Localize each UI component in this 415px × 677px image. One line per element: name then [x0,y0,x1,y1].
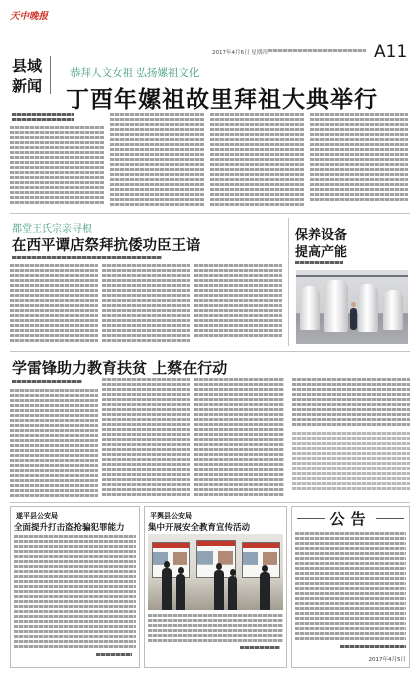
story-divider [10,351,410,352]
pingyu-story-kicker: 平舆县公安局 [150,512,192,520]
pingyu-story-signature [240,646,280,650]
person-figure [214,570,224,610]
section-divider [50,56,51,94]
lead-story-body-column [110,113,204,206]
xiping-story-headline: 在西平谭店祭拜抗倭功臣王谙 [12,238,201,254]
notice-title-ornament-right [376,518,404,519]
safety-campaign-photo [148,534,283,610]
shangcai-story-body-column [10,389,98,497]
lead-story-byline [12,113,74,122]
notice-issuer [340,645,406,649]
lead-story-body-column [210,113,304,206]
lead-story-body-column [310,113,408,201]
page-number: A11 [374,42,408,62]
storage-tank [358,284,378,332]
shangcai-story-byline [12,380,82,384]
shangcai-story-body-column [102,378,190,497]
shangcai-story-caption [292,432,410,490]
newspaper-logo: 天中晚报 [10,11,49,22]
person-figure [228,576,237,610]
factory-equipment-photo [296,270,408,344]
pingyu-story-headline: 集中开展安全教育宣传活动 [148,523,251,533]
editor-credits-text [268,49,366,53]
shangcai-story-body-column [194,378,284,497]
section-name-line2: 新闻 [12,77,43,95]
person-figure [162,568,172,610]
section-name-line1: 县域 [12,57,43,75]
issue-date: 2017年4月6日 星期四 [212,50,268,56]
suiping-story-body [14,535,136,648]
xiping-story-kicker: 都堂王氏宗亲寻根 [12,224,92,235]
notice-date: 2017年4月5日 [368,657,406,663]
xiping-story-body-column [102,264,190,344]
storage-tank [324,280,348,332]
xiping-story-body-column [10,264,98,344]
column-divider [288,218,289,346]
storage-tank [383,290,403,330]
notice-body [295,532,406,640]
suiping-story-signature [96,653,132,657]
person-figure [260,572,270,610]
notice-title: 公告 [329,510,372,528]
story-divider [10,502,410,503]
equipment-story-headline-line2: 提高产能 [295,245,348,260]
xiping-story-body-column [194,264,282,337]
pingyu-story-body [148,614,283,642]
xiping-story-byline [12,256,162,260]
lead-story-body-column [10,126,104,206]
storage-tank [300,286,320,330]
lead-story-kicker: 恭拜人文女祖 弘扬嫘祖文化 [70,67,200,79]
person-figure [176,574,185,610]
equipment-story-headline-line1: 保养设备 [295,228,348,243]
story-divider [10,213,410,214]
suiping-story-headline: 全面提升打击盗抢骗犯罪能力 [14,523,125,533]
lead-story-headline: 丁酉年嫘祖故里拜祖大典举行 [66,87,378,113]
worker-figure [350,308,357,330]
shangcai-story-headline: 学雷锋助力教育扶贫 上蔡在行动 [12,359,228,377]
shangcai-story-body-column [292,378,410,426]
suiping-story-kicker: 遂平县公安局 [16,512,58,520]
equipment-story-byline [295,261,343,265]
overhead-pipe [296,275,408,277]
